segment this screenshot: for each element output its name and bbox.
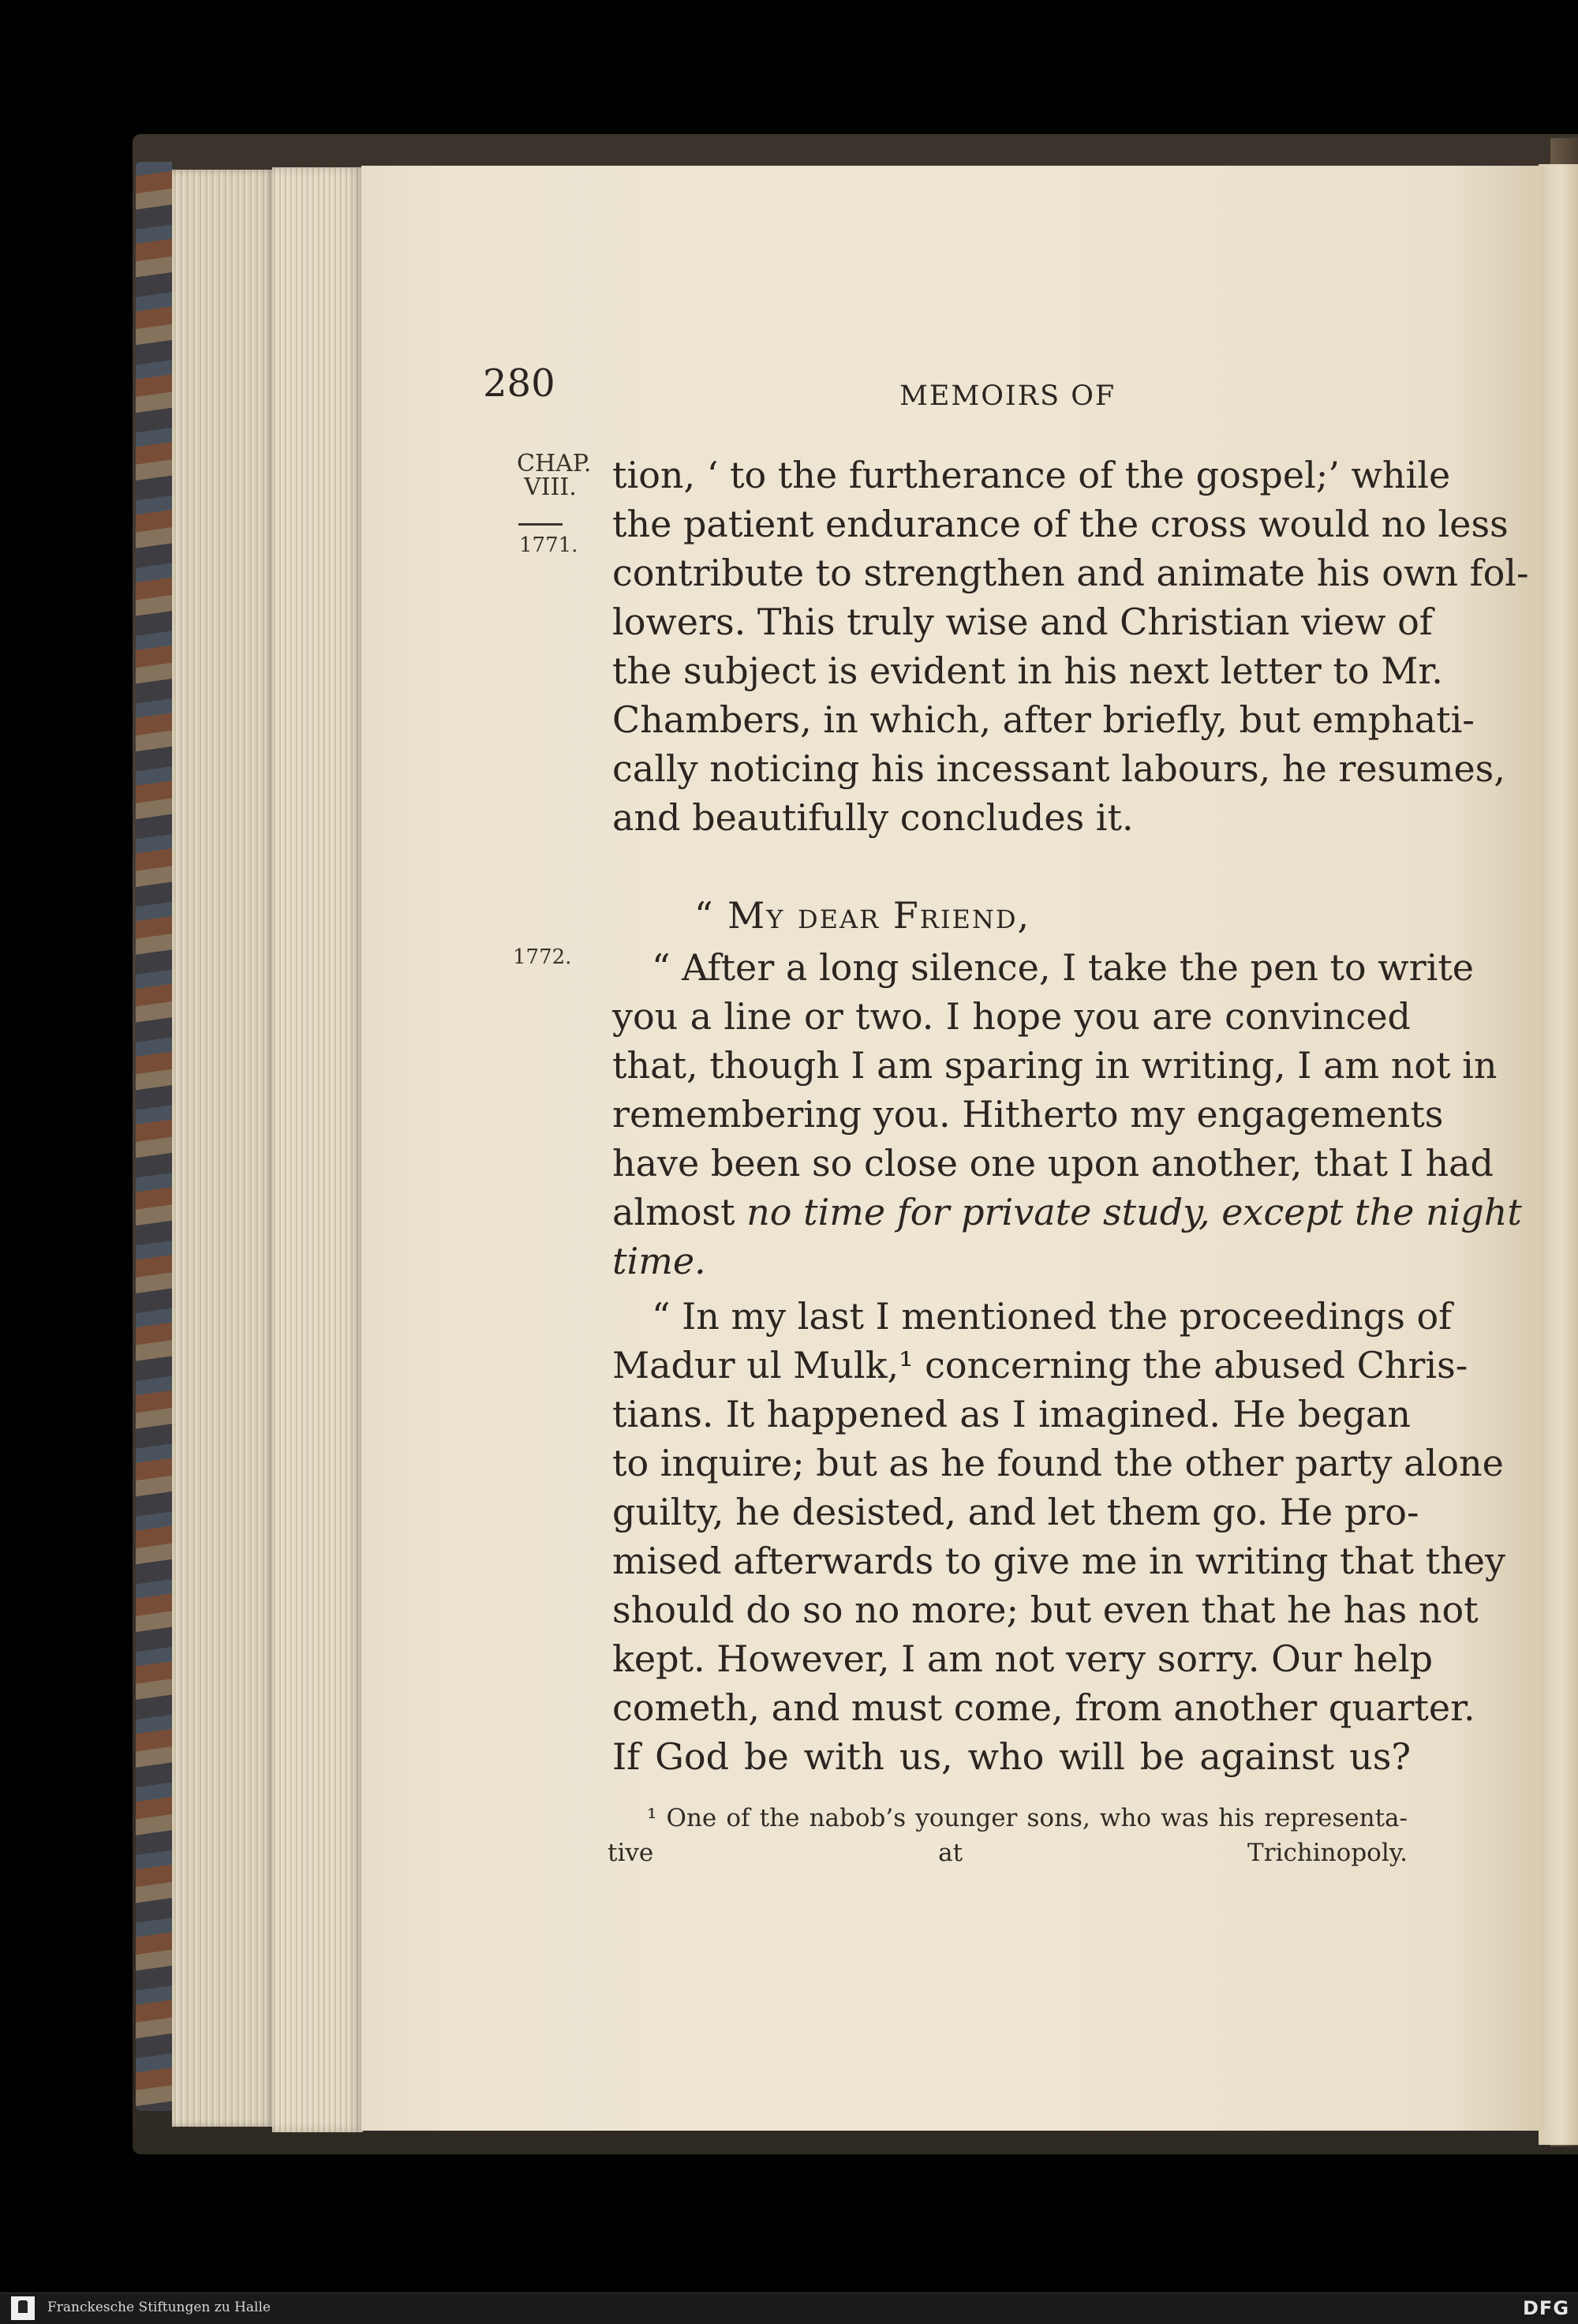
letter-line: “ After a long silence, I take the pen to write	[652, 946, 1475, 989]
letter-line: tians. It happened as I imagined. He began	[612, 1393, 1411, 1435]
italic-phrase-end: time.	[612, 1240, 706, 1282]
margin-chap: CHAP.	[517, 450, 592, 477]
letter-line: “ In my last I mentioned the proceedings of	[652, 1295, 1453, 1338]
page-number: 280	[483, 361, 555, 406]
letter-line: If God be with us, who will be against us?	[612, 1735, 1411, 1778]
marbled-edge	[136, 162, 172, 2111]
letter-line: to inquire; but as he found the other party alone	[612, 1442, 1504, 1484]
body-line: tion, ‘ to the furtherance of the gospel;’ while	[612, 454, 1451, 496]
letter-line: should do so no more; but even that he has not	[612, 1589, 1479, 1631]
letter-line-italic	[612, 1188, 1522, 1236]
letter-line: have been so close one upon another, that I had	[612, 1142, 1494, 1184]
letter-text: almost	[612, 1191, 747, 1233]
page-stack-inner	[272, 167, 363, 2132]
letter-salutation: “ My dear Friend,	[694, 894, 1031, 937]
letter-line: cometh, and must come, from another quarter.	[612, 1686, 1475, 1729]
letter-line: Madur ul Mulk,¹ concerning the abused Chris-	[612, 1344, 1468, 1387]
page-stack-outer	[172, 170, 275, 2127]
margin-chap-number: VIII.	[524, 473, 577, 501]
letter-line: you a line or two. I hope you are convinced	[612, 995, 1411, 1038]
margin-year-1772: 1772.	[513, 945, 572, 969]
body-line: the patient endurance of the cross would no less	[612, 503, 1509, 545]
margin-year-1771: 1771.	[519, 533, 578, 557]
running-title: MEMOIRS OF	[899, 380, 1116, 412]
letter-line: mised afterwards to give me in writing that they	[612, 1540, 1505, 1582]
letter-line	[612, 1237, 1411, 1285]
body-line: contribute to strengthen and animate his own fol-	[612, 552, 1529, 594]
margin-rule	[518, 523, 563, 526]
footnote-line: ¹ One of the nabob’s younger sons, who was his representa-	[647, 1804, 1408, 1832]
footnote-line: tive at Trichinopoly.	[608, 1839, 1408, 1867]
body-line: lowers. This truly wise and Christian view of	[612, 601, 1433, 643]
letter-line: that, though I am sparing in writing, I am not in	[612, 1044, 1498, 1087]
institution-name: Franckesche Stiftungen zu Halle	[47, 2300, 271, 2315]
letter-line: kept. However, I am not very sorry. Our help	[612, 1637, 1434, 1680]
dfg-logo: DFG	[1523, 2297, 1570, 2319]
body-line: cally noticing his incessant labours, he resumes,	[612, 747, 1505, 790]
body-line: the subject is evident in his next letter to Mr.	[612, 649, 1443, 692]
letter-line: remembering you. Hitherto my engagements	[612, 1093, 1444, 1136]
institution-logo-icon	[11, 2296, 35, 2320]
body-line: Chambers, in which, after briefly, but emphati-	[612, 698, 1475, 741]
body-line: and beautifully concludes it.	[612, 796, 1134, 839]
italic-phrase: no time for private study, except the night	[746, 1191, 1522, 1233]
letter-line: guilty, he desisted, and let them go. He pro-	[612, 1491, 1419, 1533]
